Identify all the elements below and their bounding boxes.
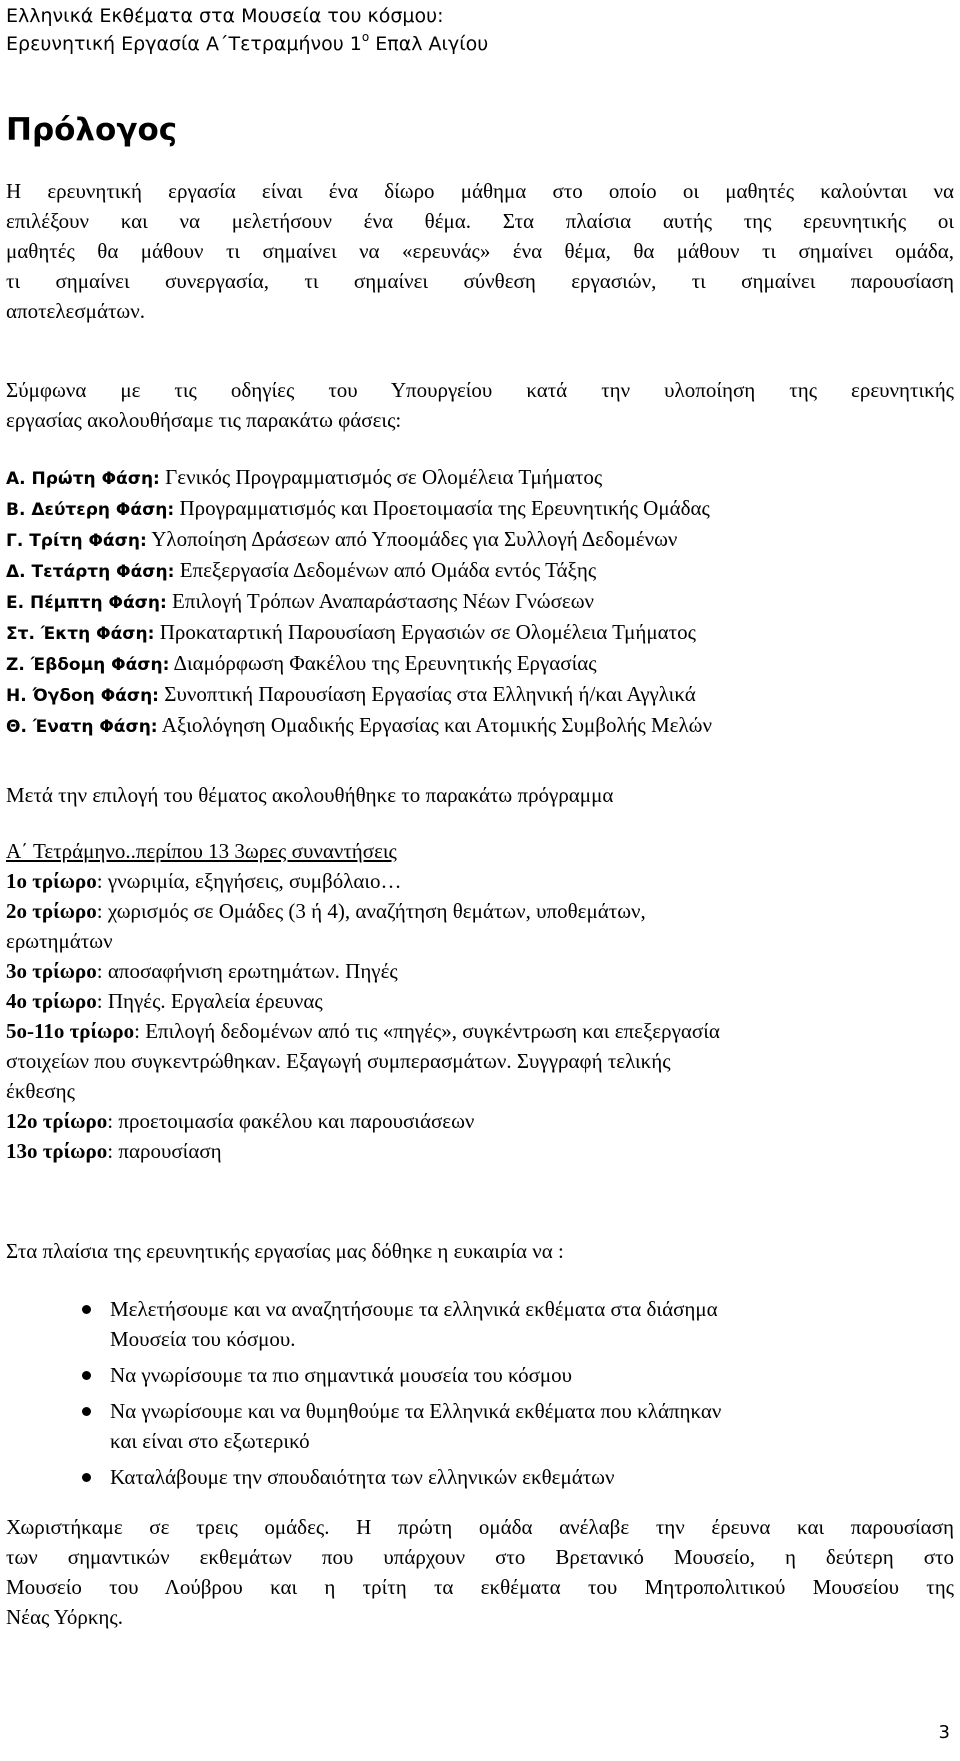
phase-text: Συνοπτική Παρουσίαση Εργασίας στα Ελληνική ή/και Αγγλικά bbox=[158, 682, 696, 706]
phase-label: Β. Δεύτερη Φάση: bbox=[6, 500, 175, 520]
header-line-2 bbox=[6, 32, 488, 56]
phase-item bbox=[6, 648, 597, 680]
guidelines-line: Σύμφωνα με τις οδηγίες του Υπουργείου κατά την υλοποίηση της ερευνητικής bbox=[6, 378, 954, 402]
session-text: : Πηγές. Εργαλεία έρευνας bbox=[96, 989, 323, 1013]
term-line: Α΄ Τετράμηνο..περίπου 13 3ωρες συναντήσεις bbox=[6, 839, 397, 863]
session-line bbox=[6, 866, 402, 896]
phase-label: Ζ. Έβδομη Φάση: bbox=[6, 655, 170, 675]
session-text: : γνωριμία, εξηγήσεις, συμβόλαιο… bbox=[96, 869, 402, 893]
session-text: έκθεσης bbox=[6, 1079, 75, 1103]
session-line bbox=[6, 1136, 222, 1166]
phase-text: Γενικός Προγραμματισμός σε Ολομέλεια Τμήματος bbox=[159, 465, 603, 489]
opportunity-intro: Στα πλαίσια της ερευνητικής εργασίας μας δόθηκε η ευκαιρία να : bbox=[6, 1239, 564, 1263]
bullet-icon bbox=[82, 1305, 91, 1314]
intro-line: αποτελεσμάτων. bbox=[6, 299, 145, 323]
bullet-icon bbox=[82, 1407, 91, 1416]
phase-label: Γ. Τρίτη Φάση: bbox=[6, 531, 147, 551]
session-label: 1ο τρίωρο bbox=[6, 869, 97, 893]
phase-text: Προκαταρτική Παρουσίαση Εργασιών σε Ολομέλεια Τμήματος bbox=[154, 620, 696, 644]
intro-line: Η ερευνητική εργασία είναι ένα δίωρο μάθημα στο οποίο οι μαθητές καλούνται να bbox=[6, 179, 954, 203]
phase-label: Η. Όγδοη Φάση: bbox=[6, 686, 159, 706]
session-label: 13ο τρίωρο bbox=[6, 1139, 108, 1163]
session-label: 5ο-11ο τρίωρο bbox=[6, 1019, 135, 1043]
bullet-line: Μελετήσουμε και να αναζητήσουμε τα ελληνικά εκθέματα στα διάσημα bbox=[110, 1297, 718, 1321]
session-line bbox=[6, 1046, 671, 1076]
session-text: : χωρισμός σε Ομάδες (3 ή 4), αναζήτηση θεμάτων, υποθεμάτων, bbox=[96, 899, 646, 923]
session-line bbox=[6, 1016, 720, 1046]
session-line bbox=[6, 926, 113, 956]
header-line-1: Ελληνικά Εκθέματα στα Μουσεία του κόσμου: bbox=[6, 5, 444, 27]
phase-text: Επιλογή Τρόπων Αναπαράστασης Νέων Γνώσεων bbox=[166, 589, 595, 613]
phase-text: Διαμόρφωση Φακέλου της Ερευνητικής Εργασίας bbox=[169, 651, 597, 675]
bullet-icon bbox=[82, 1473, 91, 1482]
phase-item bbox=[6, 555, 596, 587]
bullet-line: και είναι στο εξωτερικό bbox=[110, 1429, 310, 1453]
session-line bbox=[6, 896, 646, 926]
session-label: 12ο τρίωρο bbox=[6, 1109, 108, 1133]
header-line-2-prefix: Ερευνητική Εργασία Α΄Τετραμήνου 1 bbox=[6, 33, 362, 55]
phase-text: Υλοποίηση Δράσεων από Υποομάδες για Συλλογή Δεδομένων bbox=[146, 527, 678, 551]
bullet-icon bbox=[82, 1371, 91, 1380]
closing-line: Μουσείο του Λούβρου και η τρίτη τα εκθέματα του Μητροπολιτικού Μουσείου της bbox=[6, 1575, 954, 1599]
session-text: ερωτημάτων bbox=[6, 929, 113, 953]
session-text: στοιχείων που συγκεντρώθηκαν. Εξαγωγή συμπερασμάτων. Συγγραφή τελικής bbox=[6, 1049, 671, 1073]
header-ordinal-suffix: ο bbox=[361, 30, 370, 44]
phase-item bbox=[6, 710, 712, 742]
phase-text: Επεξεργασία Δεδομένων από Ομάδα εντός Τάξης bbox=[174, 558, 597, 582]
closing-line: Χωριστήκαμε σε τρεις ομάδες. Η πρώτη ομάδα ανέλαβε την έρευνα και παρουσίαση bbox=[6, 1515, 954, 1539]
intro-line: τι σημαίνει συνεργασία, τι σημαίνει σύνθεση εργασιών, τι σημαίνει παρουσίαση bbox=[6, 269, 954, 293]
session-label: 3ο τρίωρο bbox=[6, 959, 97, 983]
phase-label: Στ. Έκτη Φάση: bbox=[6, 624, 155, 644]
phase-label: Α. Πρώτη Φάση: bbox=[6, 469, 160, 489]
phase-item bbox=[6, 493, 710, 525]
phase-label: Δ. Τετάρτη Φάση: bbox=[6, 562, 175, 582]
phase-label: Θ. Ένατη Φάση: bbox=[6, 717, 158, 737]
bullet-line: Καταλάβουμε την σπουδαιότητα των ελληνικών εκθεμάτων bbox=[110, 1465, 615, 1489]
session-line bbox=[6, 986, 323, 1016]
session-text: : παρουσίαση bbox=[107, 1139, 222, 1163]
session-line bbox=[6, 956, 398, 986]
session-line bbox=[6, 1106, 474, 1136]
header-line-2-suffix: Επαλ Αιγίου bbox=[369, 33, 489, 55]
closing-line: Νέας Υόρκης. bbox=[6, 1605, 123, 1629]
phase-item bbox=[6, 462, 602, 494]
closing-line: των σημαντικών εκθεμάτων που υπάρχουν στο Βρετανικό Μουσείο, η δεύτερη στο bbox=[6, 1545, 954, 1569]
session-text: : αποσαφήνιση ερωτημάτων. Πηγές bbox=[96, 959, 398, 983]
session-label: 2ο τρίωρο bbox=[6, 899, 97, 923]
session-line bbox=[6, 1076, 75, 1106]
bullet-line: Να γνωρίσουμε και να θυμηθούμε τα Ελληνικά εκθέματα που κλάπηκαν bbox=[110, 1399, 722, 1423]
guidelines-line: εργασίας ακολουθήσαμε τις παρακάτω φάσεις: bbox=[6, 408, 402, 432]
page-number: 3 bbox=[938, 1722, 950, 1743]
session-text: : προετοιμασία φακέλου και παρουσιάσεων bbox=[107, 1109, 475, 1133]
intro-line: μαθητές θα μάθουν τι σημαίνει να «ερευνάς» ένα θέμα, θα μάθουν τι σημαίνει ομάδα, bbox=[6, 239, 954, 263]
bullet-line: Μουσεία του κόσμου. bbox=[110, 1327, 296, 1351]
phase-item bbox=[6, 524, 677, 556]
session-label: 4ο τρίωρο bbox=[6, 989, 97, 1013]
session-text: : Επιλογή δεδομένων από τις «πηγές», συγκέντρωση και επεξεργασία bbox=[134, 1019, 720, 1043]
bullet-line: Να γνωρίσουμε τα πιο σημαντικά μουσεία του κόσμου bbox=[110, 1363, 573, 1387]
phase-label: Ε. Πέμπτη Φάση: bbox=[6, 593, 167, 613]
phase-item bbox=[6, 679, 696, 711]
phase-text: Αξιολόγηση Ομαδικής Εργασίας και Ατομικής Συμβολής Μελών bbox=[157, 713, 712, 737]
phase-text: Προγραμματισμός και Προετοιμασία της Ερευνητικής Ομάδας bbox=[174, 496, 710, 520]
intro-line: επιλέξουν και να μελετήσουν ένα θέμα. Στα πλαίσια αυτής της ερευνητικής οι bbox=[6, 209, 954, 233]
page-title: Πρόλογος bbox=[6, 112, 178, 148]
phase-item bbox=[6, 586, 594, 618]
program-intro: Μετά την επιλογή του θέματος ακολουθήθηκε το παρακάτω πρόγραμμα bbox=[6, 783, 614, 807]
phase-item bbox=[6, 617, 696, 649]
